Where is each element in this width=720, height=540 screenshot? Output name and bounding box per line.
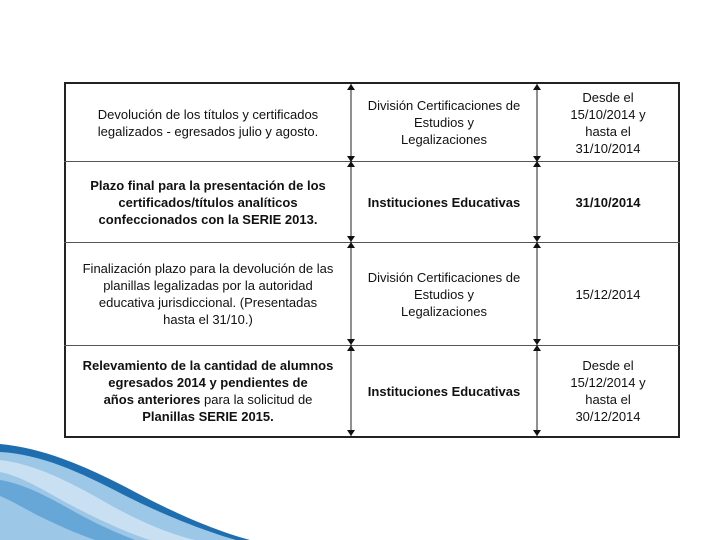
- activity-text: Plazo final para la presentación de los certificados/títulos analíticos confeccionados con la SERIE 2013.: [90, 177, 326, 227]
- date-cell: [538, 162, 678, 242]
- date-text: 31/10/2014: [575, 194, 641, 210]
- date-cell: [538, 346, 678, 436]
- decorative-swoosh: [0, 430, 720, 540]
- responsible-text: División Certificaciones de Estudios y Legalizaciones: [367, 98, 521, 147]
- activity-normal-part: para la solicitud de: [204, 392, 313, 407]
- responsible-text: Instituciones Educativas: [367, 383, 521, 399]
- date-text: 15/12/2014: [575, 286, 641, 302]
- activity-cell: [66, 162, 350, 242]
- activity-bold-part: Relevamiento de la cantidad de alumnos egresados 2014 y pendientes de años anteriores: [82, 358, 334, 407]
- responsible-cell: [352, 243, 536, 345]
- date-cell: [538, 243, 678, 345]
- activity-bold-part: Planillas SERIE 2015.: [142, 409, 274, 424]
- responsible-cell: [352, 162, 536, 242]
- activity-cell: [66, 346, 350, 436]
- responsible-cell: [352, 84, 536, 161]
- responsible-text: Instituciones Educativas: [367, 194, 521, 210]
- responsible-cell: [352, 346, 536, 436]
- activity-cell: [66, 243, 350, 345]
- activity-text: Finalización plazo para la devolución de las planillas legalizadas por la autoridad educativa jurisdiccional. (Presentadas hasta el 31/10.): [82, 261, 334, 327]
- date-text: Desde el 15/10/2014 y hasta el 31/10/2014: [570, 89, 646, 156]
- date-cell: [538, 84, 678, 161]
- activity-cell: [66, 84, 350, 161]
- activity-text: [83, 357, 334, 425]
- date-text: Desde el 15/12/2014 y hasta el 30/12/2014: [570, 358, 646, 424]
- responsible-text: División Certificaciones de Estudios y Legalizaciones: [367, 269, 521, 319]
- activity-text: Devolución de los títulos y certificados legalizados - egresados julio y agosto.: [97, 106, 319, 139]
